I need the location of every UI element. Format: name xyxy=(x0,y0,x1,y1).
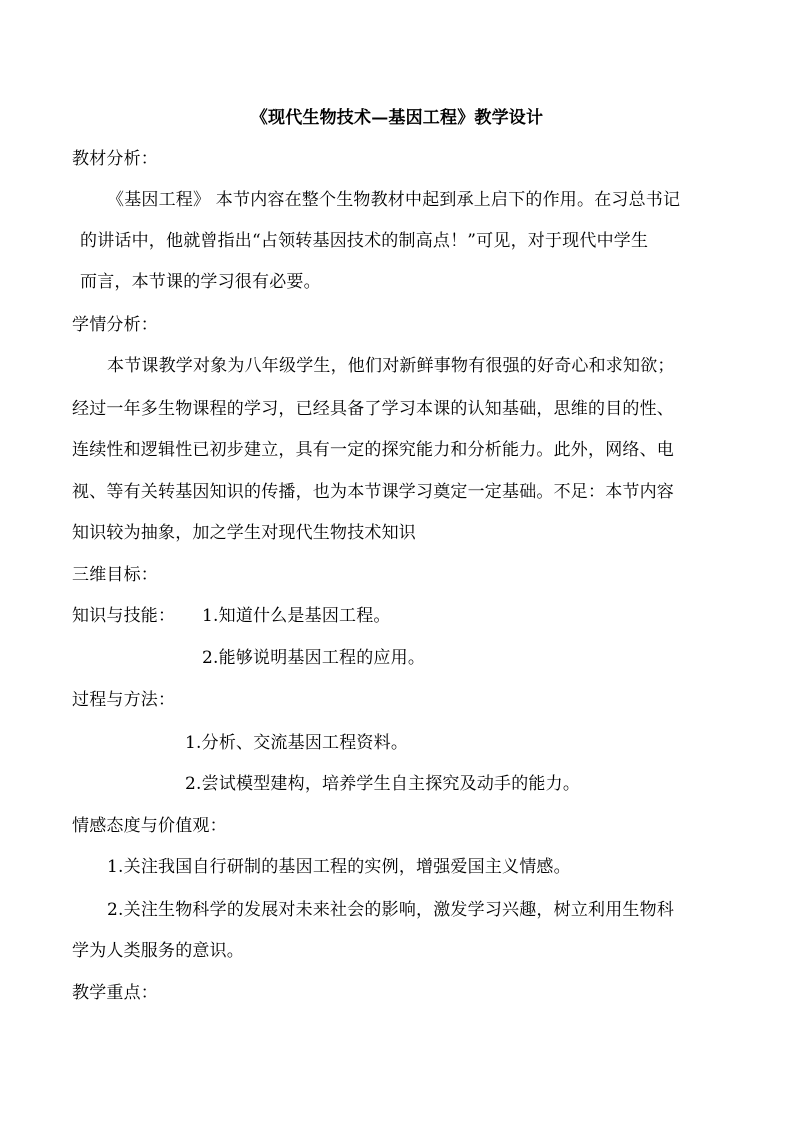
textbook-analysis-line-2: 的讲话中，他就曾指出“占领转基因技术的制高点！”可见，对于现代中学生 xyxy=(80,231,649,251)
emotion-item-2-line-2: 学为人类服务的意识。 xyxy=(72,941,244,961)
knowledge-skills-label: 知识与技能： xyxy=(72,606,176,626)
goals-heading: 三维目标： xyxy=(72,565,158,585)
knowledge-item-1: 1.知道什么是基因工程。 xyxy=(202,606,391,626)
student-analysis-line-4: 视、等有关转基因知识的传播，也为本节课学习奠定一定基础。不足：本节内容 xyxy=(72,482,674,502)
process-methods-label: 过程与方法： xyxy=(72,690,176,710)
textbook-analysis-heading: 教材分析： xyxy=(72,149,158,169)
student-analysis-line-1: 本节课教学对象为八年级学生，他们对新鲜事物有很强的好奇心和求知欲； xyxy=(107,356,675,376)
emotion-item-1: 1.关注我国自行研制的基因工程的实例，增强爱国主义情感。 xyxy=(107,857,571,877)
textbook-analysis-line-1: 《基因工程》 本节内容在整个生物教材中起到承上启下的作用。在习总书记 xyxy=(107,190,681,210)
document-title: 《现代生物技术—基因工程》教学设计 xyxy=(250,108,544,128)
key-points-heading: 教学重点： xyxy=(72,983,158,1003)
knowledge-item-2: 2.能够说明基因工程的应用。 xyxy=(202,648,426,668)
student-analysis-line-2: 经过一年多生物课程的学习，已经具备了学习本课的认知基础，思维的目的性、 xyxy=(72,399,674,419)
emotion-values-label: 情感态度与价值观： xyxy=(72,816,227,836)
student-analysis-heading: 学情分析： xyxy=(72,315,158,335)
student-analysis-line-3: 连续性和逻辑性已初步建立，具有一定的探究能力和分析能力。此外，网络、电 xyxy=(72,440,674,460)
process-item-1: 1.分析、交流基因工程资料。 xyxy=(185,733,409,753)
textbook-analysis-line-3: 而言，本节课的学习很有必要。 xyxy=(80,272,321,292)
emotion-item-2-line-1: 2.关注生物科学的发展对未来社会的影响，激发学习兴趣，树立利用生物科 xyxy=(107,900,675,920)
process-item-2: 2.尝试模型建构，培养学生自主探究及动手的能力。 xyxy=(185,774,581,794)
student-analysis-line-5: 知识较为抽象，加之学生对现代生物技术知识 xyxy=(72,523,416,543)
